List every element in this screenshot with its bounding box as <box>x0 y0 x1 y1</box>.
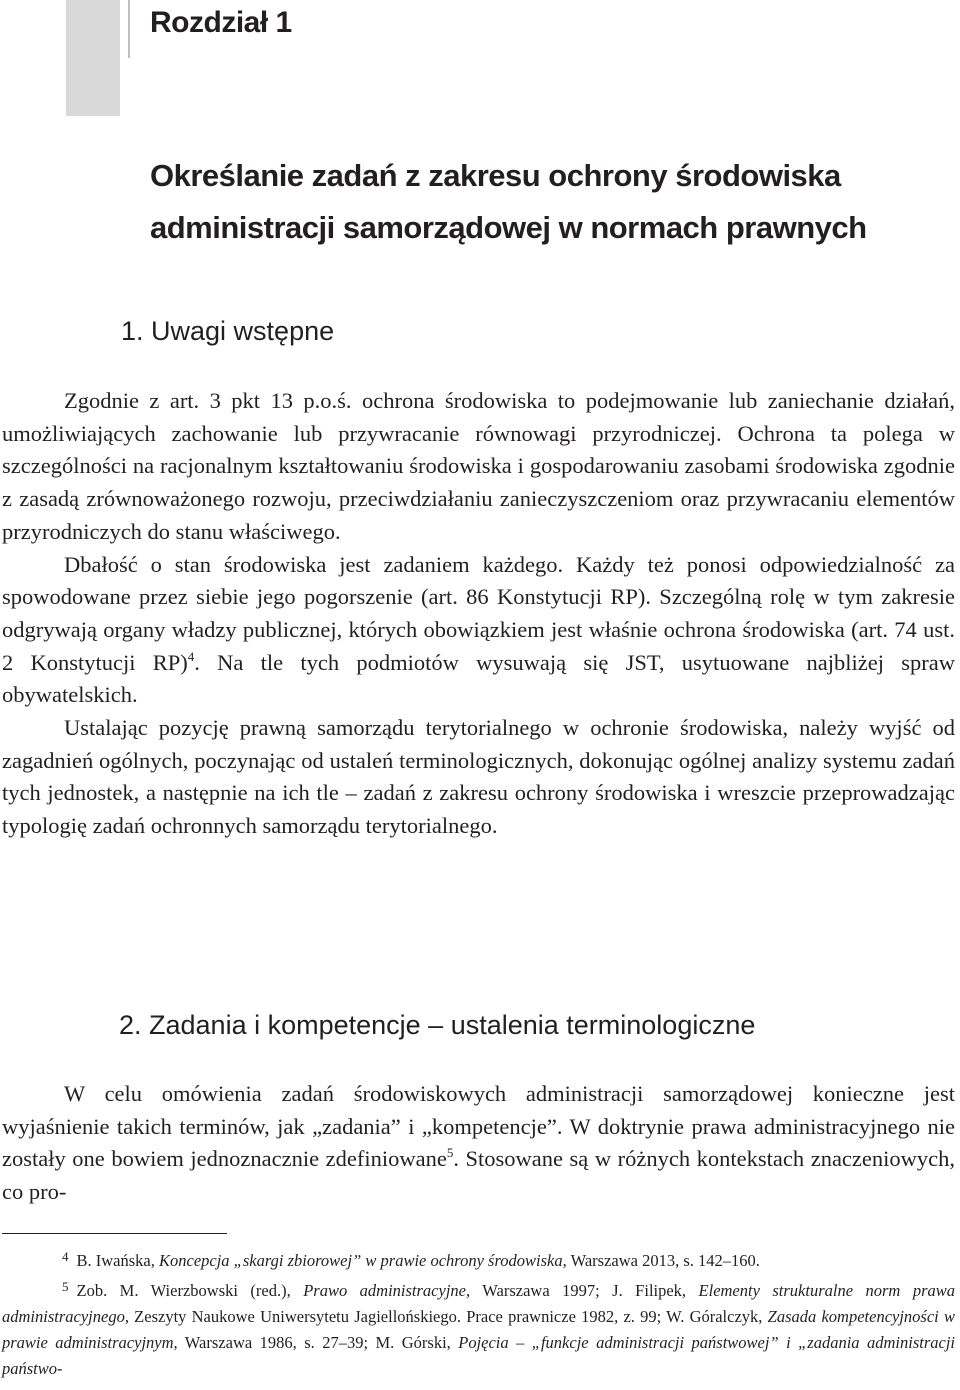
footnote-4 <box>2 1244 955 1274</box>
chapter-marker-rule <box>128 0 130 58</box>
footnote-5-text-a: Zob. M. Wierzbowski (red.), <box>76 1281 304 1300</box>
section-1-heading: 1. Uwagi wstępne <box>121 316 335 346</box>
footnote-5-number: 5 <box>62 1279 69 1294</box>
chapter-title-line-1: Określanie zadań z zakresu ochrony środowiska <box>150 158 841 193</box>
footnote-5-text-d: , Warszawa 1986, s. 27–39; M. Górski, <box>173 1333 459 1352</box>
footnote-5-text-c: , Zeszyty Naukowe Uniwersytetu Jagiellońskiego. Prace prawnicze 1982, z. 99; W. Góralczyk, <box>124 1307 768 1326</box>
footnote-5-title-1: Prawo administracyjne <box>303 1281 466 1300</box>
footnotes <box>2 1244 955 1382</box>
section-2-body <box>2 1078 955 1209</box>
footnote-separator <box>2 1233 227 1234</box>
section-2-heading: 2. Zadania i kompetencje – ustalenia terminologiczne <box>119 1010 756 1040</box>
paragraph-4-text: W celu omówienia zadań środowiskowych administracji samorządowej konieczne jest wyjaśnienie takich terminów, jak „zadania” i „kompetencje”. W doktrynie prawa administracyjnego nie zostały one bowiem jednoznacznie zdefiniowane <box>2 1081 955 1172</box>
footnote-ref-4[interactable]: 4 <box>187 648 195 664</box>
footnote-5-title-4: Pojęcia – „funkcje administracji państwowej” i „zadania administracji państwo- <box>2 1333 955 1378</box>
footnote-5-title-2: Elementy strukturalne norm prawa administracyjnego <box>2 1281 955 1326</box>
chapter-marker-block <box>66 0 120 116</box>
footnote-5-text-b: , Warszawa 1997; J. Filipek, <box>465 1281 699 1300</box>
footnote-4-text-end: , Warszawa 2013, s. 142–160. <box>562 1251 760 1270</box>
paragraph-4-text-end: . Stosowane są w różnych kontekstach znaczeniowych, co pro- <box>2 1146 955 1205</box>
paragraph-2 <box>2 549 955 713</box>
footnote-ref-5[interactable]: 5 <box>446 1145 454 1161</box>
chapter-title <box>150 150 930 254</box>
footnote-5-title-3: Zasada kompetencyjności w prawie administracyjnym <box>2 1307 955 1352</box>
paragraph-4 <box>2 1078 955 1209</box>
paragraph-2-text: Dbałość o stan środowiska jest zadaniem każdego. Każdy też ponosi odpowiedzialność za spowodowane przez siebie jego pogorszenie (art. 86 Konstytucji RP). Szczególną rolę w tym zakresie odgrywają organy władzy publicznej, których obowiązkiem jest właśnie ochrona środowiska (art. 74 ust. 2 Konstytucji RP) <box>2 551 955 675</box>
chapter-label: Rozdział 1 <box>150 6 292 39</box>
paragraph-1 <box>2 385 955 549</box>
paragraph-1-text: Zgodnie z art. 3 pkt 13 p.o.ś. ochrona środowiska to podejmowanie lub zaniechanie działań, umożliwiających zachowanie lub przywracanie równowagi przyrodniczej. Ochrona ta polega w szczególności na racjonalnym kształtowaniu środowiska i gospodarowaniu zasobami środowiska zgodnie z zasadą zrównoważonego rozwoju, przeciwdziałaniu zanieczyszczeniom oraz przywracaniu elementów przyrodniczych do stanu właściwego. <box>2 388 955 544</box>
chapter-title-line-2: administracji samorządowej w normach prawnych <box>150 210 867 245</box>
section-1-body <box>2 385 955 843</box>
footnote-4-text: B. Iwańska, <box>76 1251 159 1270</box>
paragraph-2-text-end: . Na tle tych podmiotów wysuwają się JST, usytuowane najbliżej spraw obywatelskich. <box>2 649 955 708</box>
footnote-4-title: Koncepcja „skargi zbiorowej” w prawie ochrony środowiska <box>158 1251 563 1270</box>
footnote-4-number: 4 <box>62 1249 69 1264</box>
footnote-5 <box>2 1274 955 1382</box>
paragraph-3: Ustalając pozycję prawną samorządu terytorialnego w ochronie środowiska, należy wyjść od zagadnień ogólnych, poczynając od ustaleń terminologicznych, dokonując ogólnej analizy systemu zadań tych jednostek, a następnie na ich tle – zadań z zakresu ochrony środowiska i wreszcie przeprowadzając typologię zadań ochronnych samorządu terytorialnego. <box>2 715 955 839</box>
